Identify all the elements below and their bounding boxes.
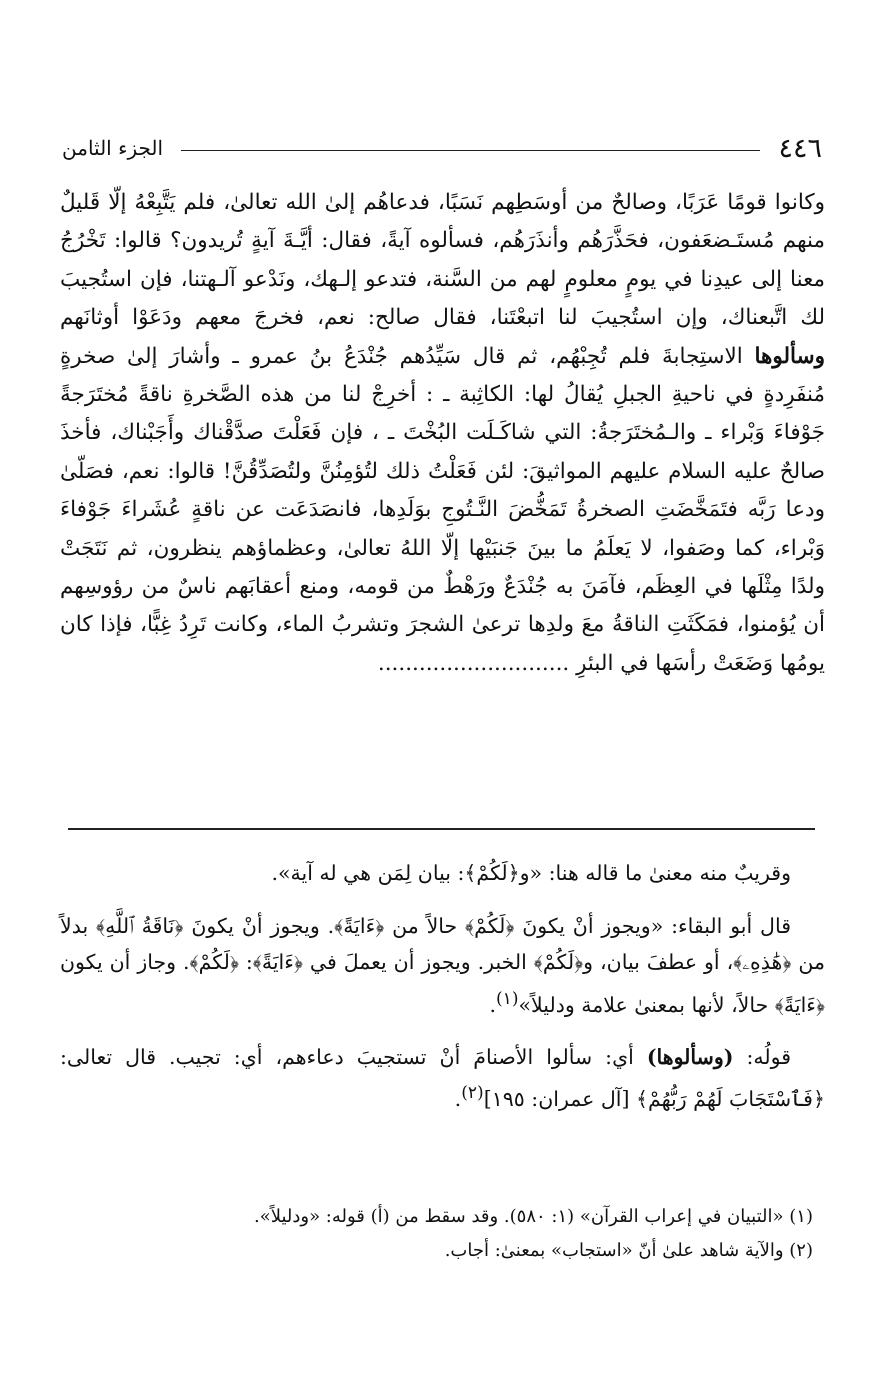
paragraph-text-1: وكانوا قومًا عَرَبًا، وصالحٌ من أوسَطِهم نَسَبًا، فدعاهُم إلىٰ الله تعالىٰ، فلم يَتَّبِعْهُ إلّا قَليلٌ منهم مُستَـضعَفون، فحَذَّرَهُم وأنذَرَهُم، فسألوه آيةً، فقال: أيَّـةَ آيةٍ تُريدون؟ قالوا: تَخْرُجُ معنا إلى عيدِنا في يومٍ معلومٍ لهم من السَّنة، فتدعو إلـهك، ونَدْعو آلـهتنا، فإن استُجيبَ لك اتَّبعناك، وإن استُجيبَ لنا اتبعْتَنا، فقال صالح: نعم، فخرجَ معهم ودَعَوْا أوثانَهم (60, 190, 825, 331)
bold-term: وسألوها (754, 343, 825, 369)
commentary-paragraph-3 (60, 1039, 825, 1118)
period: . (489, 992, 496, 1017)
footnote-ref-1[interactable]: (١) (495, 988, 519, 1009)
page-number: ٤٤٦ (778, 132, 822, 164)
period: . (454, 1087, 462, 1112)
part-title: الجزء الثامن (62, 136, 164, 160)
footnotes (60, 1200, 825, 1268)
commentary-paragraph-2 (60, 908, 825, 1023)
text-separator (68, 828, 815, 830)
footnote-2: (٢) والآية شاهد علىٰ أنّ «استجاب» بمعنىٰ: أجاب. (444, 1240, 813, 1261)
commentary-text: أي: سألوا الأصنامَ أنْ تستجيبَ دعاءهم، أي: تجيب. قال تعالى: ﴿فَٱسْتَجَابَ لَهُمْ رَبُّهُمْ﴾ [آل عمران: ١٩٥] (60, 1044, 825, 1112)
ellipsis-dots: ............................ (377, 650, 570, 676)
bold-term: (وسألوها) (646, 1044, 734, 1069)
main-text (60, 184, 825, 683)
main-paragraph (60, 184, 825, 683)
commentary-lead: قولُه: (733, 1044, 791, 1069)
page-header (62, 130, 822, 166)
header-rule (181, 150, 760, 151)
commentary-text: قال أبو البقاء: «ويجوز أنْ يكونَ ﴿لَكُمْ﴾ حالاً من ﴿ءَايَةً﴾. ويجوز أنْ يكونَ ﴿نَاقَةُ ٱللَّهِ﴾ بدلاً من ﴿هَٰذِهِۦ﴾، أو عطفَ بيان، و﴿لَكُمْ﴾ الخبر. ويجوز أن يعملَ في ﴿ءَايَةً﴾: ﴿لَكُمْ﴾. وجاز أن يكون ﴿ءَايَةً﴾ حالاً، لأنها بمعنىٰ علامة ودليلاً» (60, 913, 825, 1017)
commentary (60, 855, 825, 1134)
footnote-1: (١) «التبيان في إعراب القرآن» (١: ٥٨٠). وقد سقط من (أ) قوله: «ودليلاً». (253, 1206, 813, 1227)
footnote-ref-2[interactable]: (٢) (461, 1083, 484, 1104)
paragraph-text-2: الاستِجابةَ فلم تُجِبْهُم، ثم قال سَيِّدُهم جُنْدَعُ بنُ عمرو ـ وأشارَ إلىٰ صخرةٍ مُنفَرِدةٍ في ناحيةِ الجبلِ يُقالُ لها: الكاثِبة ـ : أخرِجْ لنا من هذه الصَّخرةِ ناقةً مُختَرَجةً جَوْفاءَ وَبْراء ـ والـمُختَرَجةُ: التي شاكَـلَت البُخْتَ ـ ، فإن فَعَلْتَ صدَّقْناك وأَجَبْناك، فأخذَ صالحٌ عليه السلام عليهم المواثيقَ: لئن فَعَلْتُ ذلك لتُؤمِنُنَّ ولتُصَدِّقُنَّ! قالوا: نعم، فصَلّىٰ ودعا رَبَّه فتَمَخَّضَتِ الصخرةُ تَمَخُّضَ النَّـتُوجِ بوَلَدِها، فانصَدَعَت عن ناقةٍ عُشَراءَ جَوْفاءَ وَبْراء، كما وصَفوا، لا يَعلَمُ ما بينَ جَنبَيْها إلّا اللهُ تعالىٰ، وعظماؤهم ينظرون، ثم نَتَجَتْ ولدًا مِثْلَها في العِظَم، فآمَنَ به جُنْدَعٌ ورَهْطٌ من قومه، ومنع أعقابَهم ناسٌ من رؤوسِهم أن يُؤمنوا، فمَكَثَتِ الناقةُ معَ ولدِها ترعىٰ الشجرَ وتشربُ الماء، وكانت تَرِدُ غِبًّا، فإذا كان يومُها وَضَعَتْ رأسَها في البئرِ (60, 343, 825, 676)
commentary-paragraph-1: وقريبٌ منه معنىٰ ما قاله هنا: «و﴿لَكُمْ﴾: بيان لِمَن هي له آية». (271, 861, 791, 885)
